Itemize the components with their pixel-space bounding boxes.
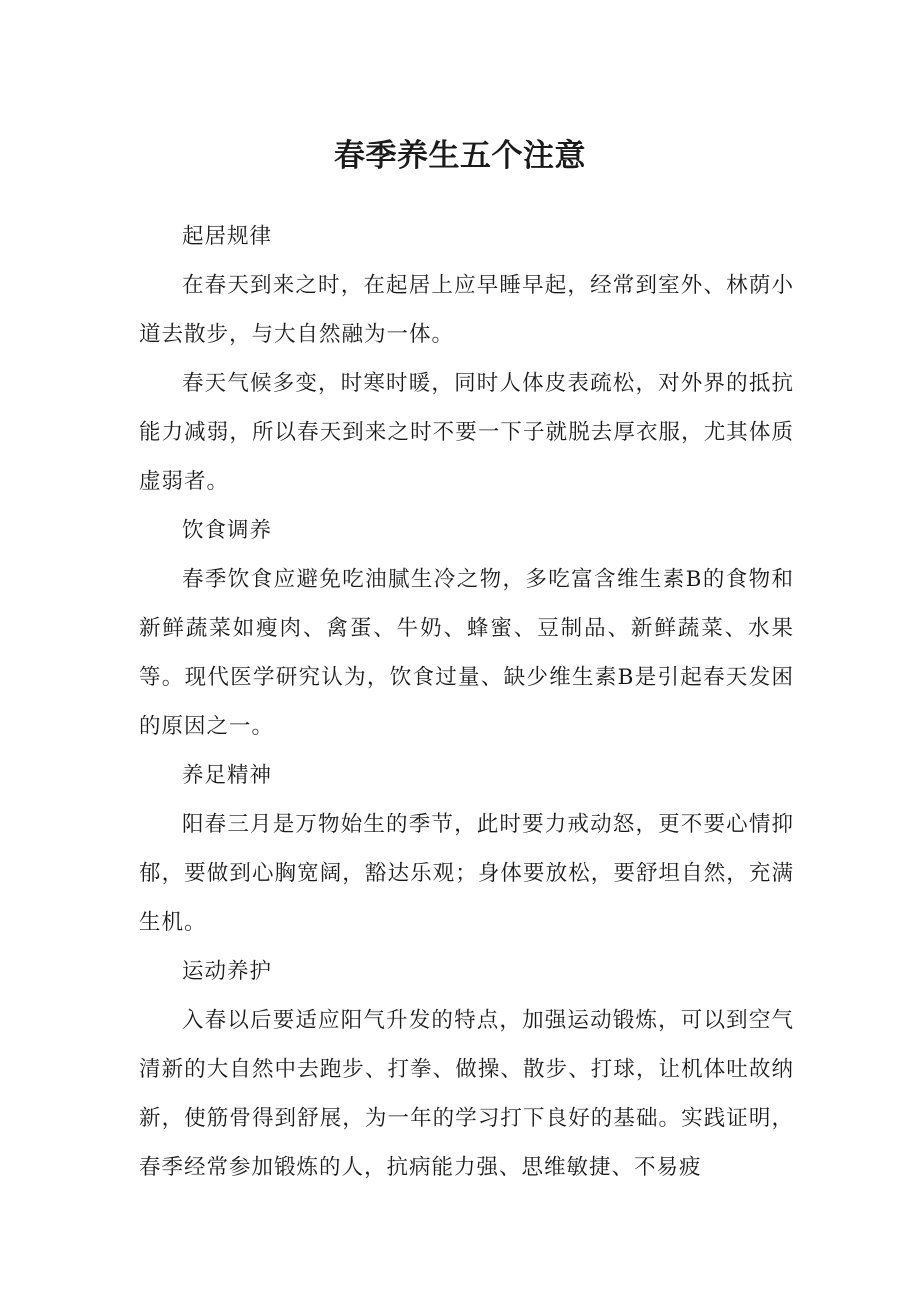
section-heading-spirit: 养足精神 <box>182 763 273 788</box>
document-title: 春季养生五个注意 <box>334 138 586 174</box>
document-body <box>139 212 794 1192</box>
paragraph: 入春以后要适应阳气升发的特点，加强运动锻炼，可以到空气清新的大自然中去跑步、打拳、做操、散步、打球，让机体吐故纳新，使筋骨得到舒展，为一年的学习打下良好的基础。实践证明，春季经常参加锻炼的人，抗病能力强、思维敏捷、不易疲 <box>139 1008 794 1180</box>
paragraph: 春季饮食应避免吃油腻生冷之物，多吃富含维生素B的食物和新鲜蔬菜如瘦肉、禽蛋、牛奶、蜂蜜、豆制品、新鲜蔬菜、水果等。现代医学研究认为，饮食过量、缺少维生素B是引起春天发困的原因之一。 <box>139 567 794 739</box>
section-heading-exercise: 运动养护 <box>182 959 273 984</box>
paragraph: 在春天到来之时，在起居上应早睡早起，经常到室外、林荫小道去散步，与大自然融为一体。 <box>139 273 794 347</box>
section-heading-diet: 饮食调养 <box>182 518 273 543</box>
paragraph: 春天气候多变，时寒时暖，同时人体皮表疏松，对外界的抵抗能力减弱，所以春天到来之时不要一下子就脱去厚衣服，尤其体质虚弱者。 <box>139 371 794 494</box>
paragraph: 阳春三月是万物始生的季节，此时要力戒动怒，更不要心情抑郁，要做到心胸宽阔，豁达乐观；身体要放松，要舒坦自然，充满生机。 <box>139 812 794 935</box>
section-heading-lifestyle: 起居规律 <box>182 224 273 249</box>
